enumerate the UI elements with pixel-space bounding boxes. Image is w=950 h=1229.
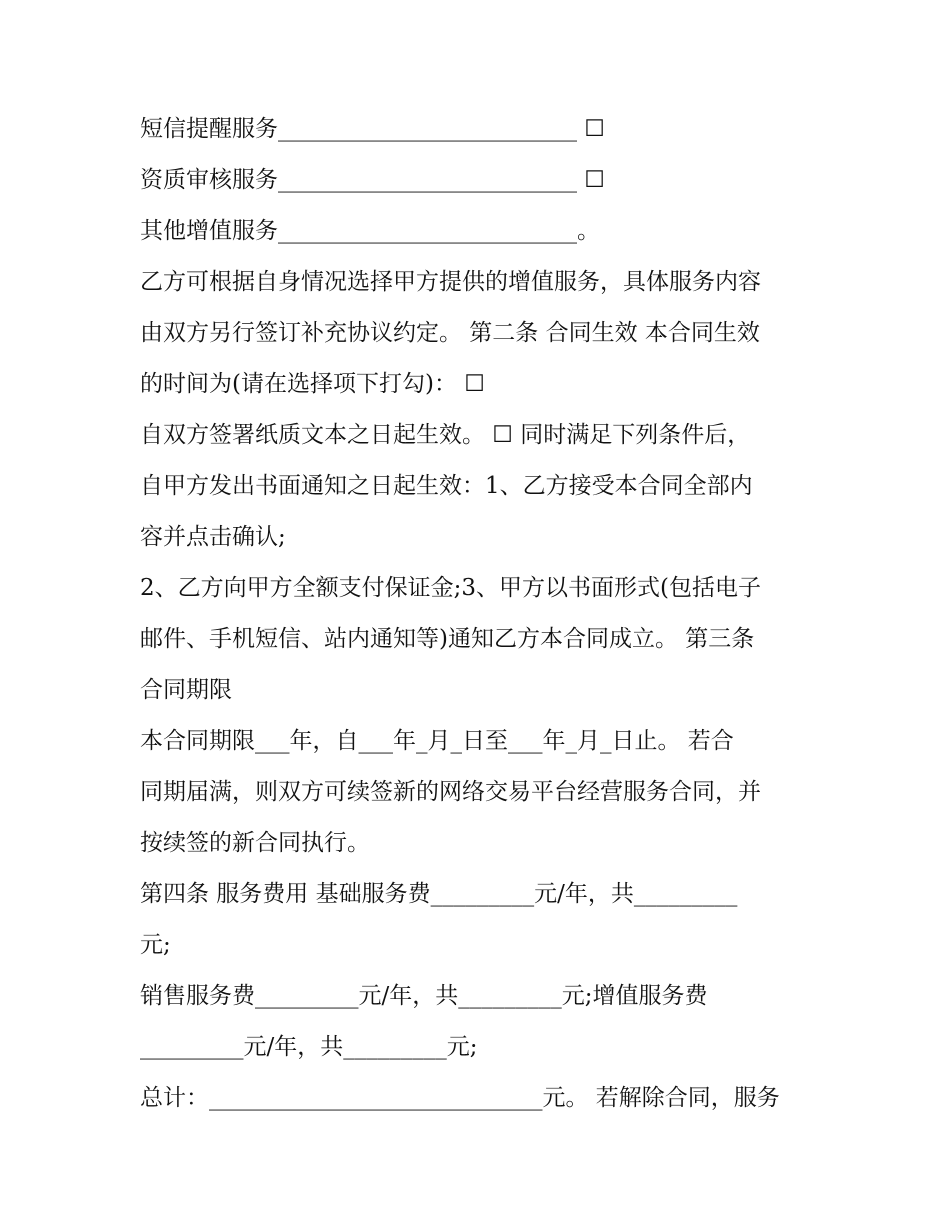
text-line: 其他增值服务__________________________。 [140, 218, 600, 244]
text-line: 自双方签署纸质文本之日起生效。 ☐ 同时满足下列条件后， [140, 422, 751, 448]
text-line: 第四条 服务费用 基础服务费_________元/年，共_________ [140, 881, 738, 907]
contract-page [140, 104, 820, 1124]
text-line: _________元/年，共_________元; [140, 1034, 478, 1060]
text-line: 本合同期限___年，自___年_月_日至___年_月_日止。 若合 [140, 728, 734, 754]
text-line: 自甲方发出书面通知之日起生效：1、乙方接受本合同全部内 [140, 473, 753, 499]
text-line: 同期届满，则双方可续签新的网络交易平台经营服务合同，并 [140, 779, 761, 805]
text-line: 资质审核服务__________________________ ☐ [140, 167, 605, 193]
text-line: 容并点击确认; [140, 524, 286, 550]
text-line: 短信提醒服务__________________________ ☐ [140, 116, 605, 142]
text-line: 乙方可根据自身情况选择甲方提供的增值服务，具体服务内容 [140, 269, 761, 295]
text-line: 销售服务费_________元/年，共_________元;增值服务费 [140, 983, 708, 1009]
text-line: 总计：_____________________________元。 若解除合同，服务 [140, 1085, 780, 1111]
text-line: 邮件、手机短信、站内通知等)通知乙方本合同成立。 第三条 [140, 626, 755, 652]
text-line: 元; [140, 932, 171, 958]
text-line: 由双方另行签订补充协议约定。 第二条 合同生效 本合同生效 [140, 320, 760, 346]
text-line: 2、乙方向甲方全额支付保证金;3、甲方以书面形式(包括电子 [140, 575, 761, 601]
text-line: 的时间为(请在选择项下打勾)： ☐ [140, 371, 485, 397]
text-line: 合同期限 [140, 677, 232, 703]
text-line: 按续签的新合同执行。 [140, 830, 370, 856]
